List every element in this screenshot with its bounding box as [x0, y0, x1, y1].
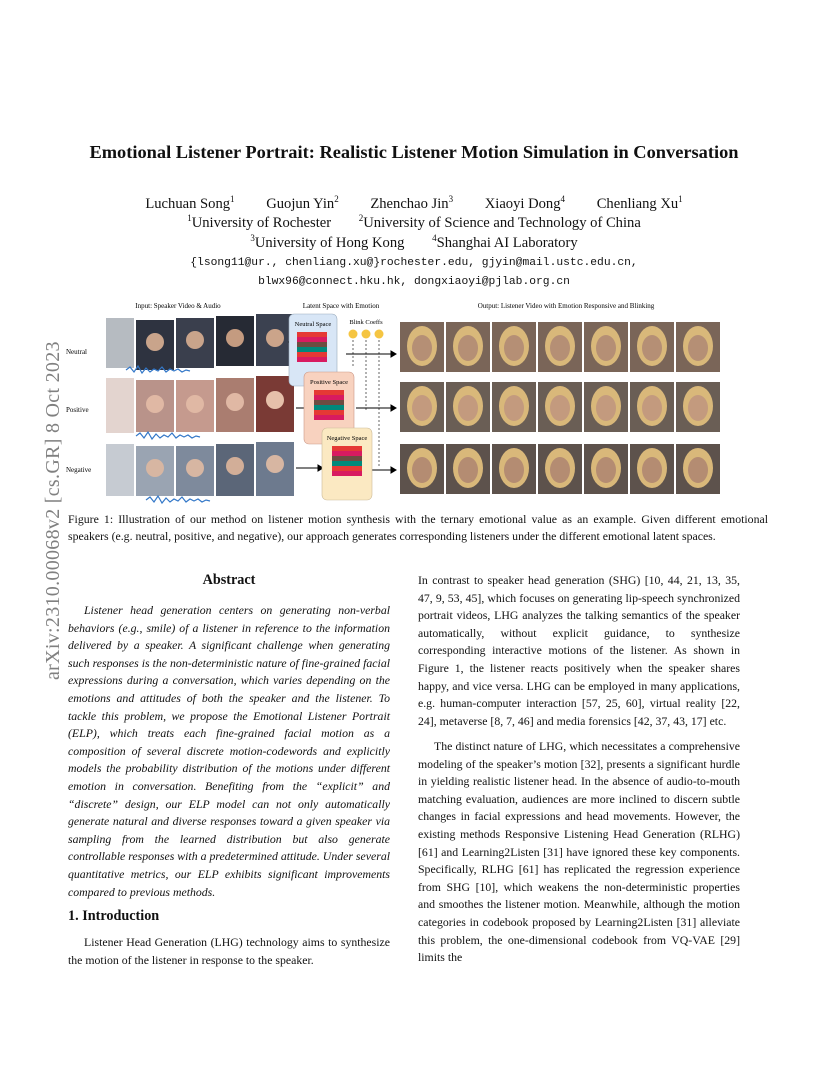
- codeword-cell: [334, 415, 339, 420]
- figure-header-latent: Latent Space with Emotion: [302, 302, 380, 310]
- codeword-cell: [314, 390, 319, 395]
- listener-face: [412, 457, 432, 483]
- codeword-cell: [307, 337, 312, 342]
- figure-1: [66, 300, 766, 506]
- codeword-cell: [297, 352, 302, 357]
- codeword-cell: [332, 466, 337, 471]
- author: Guojun Yin$^2$: [266, 194, 339, 212]
- arxiv-watermark: arXiv:2310.00068v2 [cs.GR] 8 Oct 2023: [42, 341, 64, 680]
- codeword-cell: [297, 337, 302, 342]
- codeword-cell: [319, 400, 324, 405]
- codeword-cell: [324, 395, 329, 400]
- listener-face: [504, 395, 524, 421]
- codeword-cell: [319, 410, 324, 415]
- codeword-cell: [317, 352, 322, 357]
- codeword-cell: [357, 471, 362, 476]
- codeword-cell: [312, 332, 317, 337]
- codeword-cell: [329, 415, 334, 420]
- codeword-cell: [339, 415, 344, 420]
- listener-face: [688, 457, 708, 483]
- codeword-cell: [329, 400, 334, 405]
- codeword-cell: [352, 456, 357, 461]
- codeword-cell: [319, 415, 324, 420]
- figure-header-input: Input: Speaker Video & Audio: [135, 302, 221, 310]
- codeword-cell: [322, 347, 327, 352]
- codeword-cell: [332, 451, 337, 456]
- codeword-cell: [312, 352, 317, 357]
- author-list: [0, 194, 828, 213]
- codeword-cell: [334, 395, 339, 400]
- codeword-cell: [307, 332, 312, 337]
- codeword-cell: [324, 390, 329, 395]
- codeword-cell: [322, 352, 327, 357]
- codeword-cell: [352, 461, 357, 466]
- codeword-cell: [332, 461, 337, 466]
- codeword-cell: [357, 461, 362, 466]
- codeword-cell: [339, 395, 344, 400]
- codeword-cell: [312, 357, 317, 362]
- listener-face: [412, 335, 432, 361]
- right-paragraph-2: The distinct nature of LHG, which necessitates a comprehensive modeling of the speaker’s motion [32], presents a significant hurdle in yielding realistic listener head. In the absence of audio-to-mouth matching evaluation, audiences are more inclined to discern subtle changes in facial expressions and head movements. However, the existing methods Responsive Listening Head Generation (RLHG) [61] and Learning2Listen [31] have ignored these key components. Specifically, RLHG [61] has replicated the regression experience from SHG [10], which weakens the non-deterministic properties and smoothes the listener motion. Meanwhile, although the motion categories in codebook proposed by Learning2Listen [31] alleviate this problem, the one-dimensional codebook from VQ-VAE [29] limits the: [418, 739, 740, 965]
- listener-face: [504, 335, 524, 361]
- codeword-cell: [297, 342, 302, 347]
- codeword-cell: [352, 471, 357, 476]
- codeword-cell: [312, 342, 317, 347]
- listener-face: [550, 395, 570, 421]
- codeword-cell: [302, 337, 307, 342]
- codeword-cell: [329, 395, 334, 400]
- listener-face: [642, 335, 662, 361]
- paper-title: Emotional Listener Portrait: Realistic Listener Motion Simulation in Conversation: [89, 142, 739, 162]
- codeword-cell: [314, 410, 319, 415]
- author: Zhenchao Jin$^3$: [370, 194, 454, 212]
- email-line-2: blwx96@connect.hku.hk, dongxiaoyi@pjlab.org.cn: [258, 276, 570, 288]
- listener-face: [550, 457, 570, 483]
- listener-face: [596, 335, 616, 361]
- codeword-cell: [337, 471, 342, 476]
- blink-label: Blink Coeffs: [349, 319, 383, 326]
- codeword-cell: [297, 357, 302, 362]
- codeword-cell: [317, 332, 322, 337]
- codeword-cell: [332, 471, 337, 476]
- codeword-cell: [352, 446, 357, 451]
- author: Chenliang Xu$^1$: [596, 194, 683, 212]
- listener-face: [458, 335, 478, 361]
- codeword-cell: [347, 461, 352, 466]
- codeword-cell: [319, 390, 324, 395]
- space-label: Positive Space: [309, 379, 349, 386]
- space-label: Neutral Space: [294, 321, 332, 328]
- figure-caption: Figure 1: Illustration of our method on listener motion synthesis with the ternary emotional value as an example. Given different emotional speakers (e.g. neutral, positive, and negative), our approach generates corresponding listeners under the different emotional latent spaces.: [68, 512, 768, 544]
- codeword-cell: [352, 451, 357, 456]
- codeword-cell: [332, 446, 337, 451]
- codeword-cell: [317, 337, 322, 342]
- space-label: Negative Space: [326, 435, 368, 442]
- codeword-cell: [332, 456, 337, 461]
- codeword-cell: [347, 451, 352, 456]
- codeword-cell: [347, 471, 352, 476]
- codeword-cell: [297, 347, 302, 352]
- row-label-neutral: Neutral: [66, 348, 87, 356]
- codeword-cell: [342, 461, 347, 466]
- codeword-cell: [319, 405, 324, 410]
- codeword-cell: [307, 347, 312, 352]
- right-paragraph-1: In contrast to speaker head generation (SHG) [10, 44, 21, 13, 35, 47, 9, 53, 45], which focuses on generating lip-speech synchronized portrait videos, LHG analyzes the talking semantics of the speaker automatically, without explicit guidance, to synthesize corresponding interactive motions of the listener. As shown in Figure 1, the listener reacts positively when the speaker shares happy, and vice versa. LHG can be employed in many applications, e.g. human-computer interaction [57, 25, 60], virtual reality [22, 24], metaverse [8, 7, 46] and media forensics [42, 37, 43, 17] etc.: [418, 573, 740, 728]
- codeword-cell: [334, 410, 339, 415]
- codeword-cell: [329, 405, 334, 410]
- listener-face: [504, 457, 524, 483]
- codeword-cell: [339, 400, 344, 405]
- codeword-cell: [347, 456, 352, 461]
- abstract-heading: Abstract: [202, 572, 256, 588]
- abstract-body: Listener head generation centers on generating non-verbal behaviors (e.g., smile) of a listener in reference to the information delivered by a speaker. A significant challenge when generating such responses is the non-deterministic nature of fine-grained facial expressions during a conversation, which varies depending on the emotions and attitudes of both the speaker and the listener. To tackle this problem, we propose the Emotional Listener Portrait (ELP), which treats each fine-grained facial motion as a composition of several discrete motion-codewords and explicitly models the probability distribution of the motions under different emotion in conversation. Benefiting from the “explicit” and “discrete” design, our ELP model can not only automatically generate natural and diverse responses toward a given speaker via sampling from the learned distribution but also generate controllable responses with a predetermined attitude. Under several quantitative metrics, our ELP exhibits significant improvements compared to previous methods.: [68, 603, 390, 899]
- codeword-cell: [317, 357, 322, 362]
- codeword-cell: [342, 471, 347, 476]
- codeword-cell: [339, 410, 344, 415]
- codeword-cell: [324, 410, 329, 415]
- listener-face: [458, 395, 478, 421]
- codeword-cell: [302, 332, 307, 337]
- codeword-cell: [342, 446, 347, 451]
- codeword-cell: [334, 390, 339, 395]
- listener-face: [688, 335, 708, 361]
- codeword-cell: [307, 357, 312, 362]
- codeword-cell: [357, 451, 362, 456]
- codeword-cell: [302, 347, 307, 352]
- codeword-cell: [337, 451, 342, 456]
- listener-face: [412, 395, 432, 421]
- row-label-positive: Positive: [66, 406, 89, 414]
- codeword-cell: [314, 405, 319, 410]
- codeword-cell: [339, 405, 344, 410]
- codeword-cell: [347, 446, 352, 451]
- codeword-cell: [337, 456, 342, 461]
- listener-face: [688, 395, 708, 421]
- listener-frames: [400, 322, 720, 494]
- listener-face: [596, 457, 616, 483]
- figure-header-output: Output: Listener Video with Emotion Responsive and Blinking: [477, 302, 655, 310]
- codeword-cell: [352, 466, 357, 471]
- codeword-cell: [329, 390, 334, 395]
- listener-face: [596, 395, 616, 421]
- intro-heading: 1. Introduction: [68, 908, 160, 924]
- speaker-frames: [106, 314, 294, 496]
- codeword-cell: [342, 451, 347, 456]
- email-line-1: {lsong11@ur., chenliang.xu@}rochester.edu, gjyin@mail.ustc.edu.cn,: [190, 257, 638, 269]
- codeword-cell: [342, 456, 347, 461]
- codeword-cell: [357, 446, 362, 451]
- codeword-cell: [324, 415, 329, 420]
- codeword-cell: [312, 347, 317, 352]
- codeword-cell: [357, 456, 362, 461]
- codeword-cell: [337, 461, 342, 466]
- codeword-cell: [312, 337, 317, 342]
- blink-emojis: [349, 330, 384, 339]
- codeword-cell: [322, 337, 327, 342]
- codeword-cell: [314, 415, 319, 420]
- codeword-cell: [324, 405, 329, 410]
- codeword-cell: [329, 410, 334, 415]
- codeword-cell: [322, 357, 327, 362]
- intro-body: Listener Head Generation (LHG) technology aims to synthesize the motion of the listener in response to the speaker.: [68, 935, 390, 967]
- codeword-cell: [307, 342, 312, 347]
- author: Xiaoyi Dong$^4$: [484, 194, 566, 212]
- affiliations-line-2: $^3$University of Hong Kong $^4$Shanghai AI Laboratory: [250, 233, 578, 251]
- codeword-cell: [317, 347, 322, 352]
- codeword-cell: [347, 466, 352, 471]
- listener-face: [642, 395, 662, 421]
- codeword-cell: [337, 446, 342, 451]
- author: Luchuan Song$^1$: [145, 194, 235, 212]
- codeword-cell: [324, 400, 329, 405]
- codeword-cell: [342, 466, 347, 471]
- row-label-negative: Negative: [66, 466, 92, 474]
- affiliations-line-1: $^1$University of Rochester $^2$University of Science and Technology of China: [187, 213, 641, 231]
- codeword-cell: [317, 342, 322, 347]
- codeword-cell: [302, 357, 307, 362]
- codeword-cell: [334, 405, 339, 410]
- codeword-cell: [302, 352, 307, 357]
- codeword-cell: [339, 390, 344, 395]
- listener-face: [642, 457, 662, 483]
- listener-face: [458, 457, 478, 483]
- codeword-cell: [357, 466, 362, 471]
- codeword-cell: [334, 400, 339, 405]
- codeword-cell: [322, 342, 327, 347]
- codeword-cell: [302, 342, 307, 347]
- codeword-cell: [297, 332, 302, 337]
- codeword-cell: [337, 466, 342, 471]
- codeword-cell: [322, 332, 327, 337]
- codeword-cell: [319, 395, 324, 400]
- listener-face: [550, 335, 570, 361]
- codeword-cell: [314, 395, 319, 400]
- codeword-cell: [307, 352, 312, 357]
- codeword-cell: [314, 400, 319, 405]
